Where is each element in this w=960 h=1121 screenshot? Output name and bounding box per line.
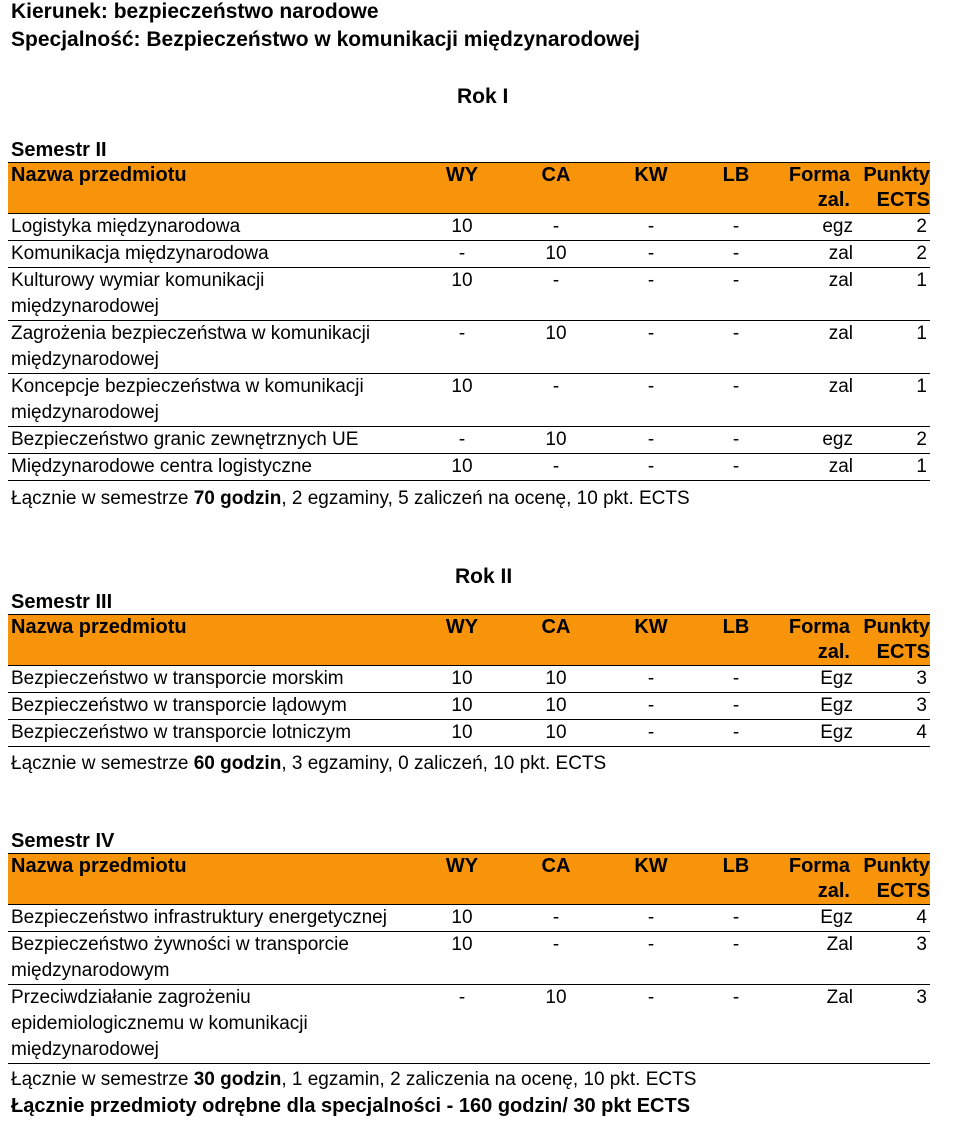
col-header-wy: WY: [418, 854, 506, 905]
lb-cell: -: [696, 720, 776, 747]
kw-cell: -: [606, 214, 696, 241]
ca-cell: -: [506, 905, 606, 932]
table-row: [8, 932, 930, 985]
ects-cell: 3: [856, 932, 930, 985]
col-header-ects: Punkty ECTS: [856, 854, 930, 905]
col-header-ca: CA: [506, 615, 606, 666]
col-header-kw: KW: [606, 854, 696, 905]
ca-cell: 10: [506, 241, 606, 268]
wy-cell: 10: [418, 268, 506, 321]
wy-cell: 10: [418, 693, 506, 720]
kw-cell: -: [606, 932, 696, 985]
semester-heading-iii: Semestr III: [11, 591, 113, 613]
lb-cell: -: [696, 985, 776, 1064]
course-name-cell: Bezpieczeństwo żywności w transporcie międzynarodowym: [8, 932, 418, 985]
course-name-cell: Bezpieczeństwo granic zewnętrznych UE: [8, 427, 418, 454]
lb-cell: -: [696, 693, 776, 720]
col-header-wy: WY: [418, 615, 506, 666]
ects-cell: 3: [856, 693, 930, 720]
col-header-lb: LB: [696, 615, 776, 666]
col-header-ca: CA: [506, 854, 606, 905]
specjalnosc-heading: Specjalność: Bezpieczeństwo w komunikacji międzynarodowej: [11, 28, 641, 51]
forma-cell: Egz: [776, 693, 856, 720]
col-header-kw: KW: [606, 615, 696, 666]
lb-cell: -: [696, 374, 776, 427]
col-header-ects: Punkty ECTS: [856, 163, 930, 214]
col-header-lb: LB: [696, 163, 776, 214]
ca-cell: 10: [506, 693, 606, 720]
table-header-row: [8, 854, 930, 905]
forma-cell: Egz: [776, 666, 856, 693]
wy-cell: 10: [418, 214, 506, 241]
wy-cell: -: [418, 985, 506, 1064]
table-row: [8, 241, 930, 268]
course-table-semester-iii: [8, 614, 930, 747]
kw-cell: -: [606, 268, 696, 321]
kw-cell: -: [606, 720, 696, 747]
course-name-cell: Bezpieczeństwo w transporcie lotniczym: [8, 720, 418, 747]
table-row: [8, 321, 930, 374]
year-heading-rok-i: Rok I: [457, 85, 509, 108]
course-name-cell: Komunikacja międzynarodowa: [8, 241, 418, 268]
course-name-cell: Międzynarodowe centra logistyczne: [8, 454, 418, 481]
kw-cell: -: [606, 666, 696, 693]
lb-cell: -: [696, 454, 776, 481]
table-row: [8, 214, 930, 241]
ca-cell: -: [506, 454, 606, 481]
forma-cell: Zal: [776, 985, 856, 1064]
ects-cell: 3: [856, 666, 930, 693]
course-name-cell: Bezpieczeństwo infrastruktury energetycznej: [8, 905, 418, 932]
table-header-row: [8, 615, 930, 666]
forma-cell: zal: [776, 374, 856, 427]
kw-cell: -: [606, 985, 696, 1064]
col-header-forma: Forma zal.: [776, 854, 856, 905]
ects-cell: 1: [856, 374, 930, 427]
lb-cell: -: [696, 427, 776, 454]
lb-cell: -: [696, 666, 776, 693]
wy-cell: -: [418, 321, 506, 374]
col-header-forma: Forma zal.: [776, 615, 856, 666]
lb-cell: -: [696, 932, 776, 985]
col-header-forma: Forma zal.: [776, 163, 856, 214]
wy-cell: 10: [418, 720, 506, 747]
ects-cell: 2: [856, 214, 930, 241]
semester-heading-iv: Semestr IV: [11, 830, 115, 852]
semester-heading-ii: Semestr II: [11, 139, 107, 161]
forma-cell: egz: [776, 427, 856, 454]
kw-cell: -: [606, 905, 696, 932]
ca-cell: 10: [506, 666, 606, 693]
ects-cell: 1: [856, 268, 930, 321]
forma-cell: zal: [776, 268, 856, 321]
kw-cell: -: [606, 427, 696, 454]
wy-cell: 10: [418, 905, 506, 932]
table-row: [8, 720, 930, 747]
wy-cell: 10: [418, 932, 506, 985]
grand-total: Łącznie przedmioty odrębne dla specjalności - 160 godzin/ 30 pkt ECTS: [11, 1095, 691, 1117]
forma-cell: zal: [776, 241, 856, 268]
wy-cell: 10: [418, 454, 506, 481]
ects-cell: 2: [856, 427, 930, 454]
forma-cell: Zal: [776, 932, 856, 985]
ca-cell: -: [506, 214, 606, 241]
table-row: [8, 374, 930, 427]
ects-cell: 1: [856, 454, 930, 481]
col-header-ects: Punkty ECTS: [856, 615, 930, 666]
ects-cell: 1: [856, 321, 930, 374]
wy-cell: -: [418, 427, 506, 454]
table-row: [8, 268, 930, 321]
table-row: [8, 693, 930, 720]
forma-cell: zal: [776, 454, 856, 481]
ca-cell: -: [506, 268, 606, 321]
ca-cell: 10: [506, 321, 606, 374]
lb-cell: -: [696, 905, 776, 932]
forma-cell: egz: [776, 214, 856, 241]
wy-cell: -: [418, 241, 506, 268]
semester-iv-summary: Łącznie w semestrze 30 godzin, 1 egzamin, 2 zaliczenia na ocenę, 10 pkt. ECTS: [11, 1069, 697, 1090]
kw-cell: -: [606, 321, 696, 374]
ca-cell: -: [506, 932, 606, 985]
wy-cell: 10: [418, 666, 506, 693]
wy-cell: 10: [418, 374, 506, 427]
table-header-row: [8, 163, 930, 214]
ca-cell: -: [506, 374, 606, 427]
kw-cell: -: [606, 374, 696, 427]
course-name-cell: Koncepcje bezpieczeństwa w komunikacji międzynarodowej: [8, 374, 418, 427]
ca-cell: 10: [506, 427, 606, 454]
kw-cell: -: [606, 241, 696, 268]
kierunek-heading: Kierunek: bezpieczeństwo narodowe: [11, 0, 379, 23]
col-header-wy: WY: [418, 163, 506, 214]
col-header-name: Nazwa przedmiotu: [8, 615, 418, 666]
col-header-ca: CA: [506, 163, 606, 214]
ects-cell: 4: [856, 905, 930, 932]
course-table-semester-ii: [8, 162, 930, 481]
table-row: [8, 666, 930, 693]
table-row: [8, 427, 930, 454]
col-header-lb: LB: [696, 854, 776, 905]
year-heading-rok-ii: Rok II: [455, 565, 513, 588]
ects-cell: 3: [856, 985, 930, 1064]
course-name-cell: Logistyka międzynarodowa: [8, 214, 418, 241]
course-name-cell: Przeciwdziałanie zagrożeniu epidemiologicznemu w komunikacji międzynarodowej: [8, 985, 418, 1064]
table-row: [8, 985, 930, 1064]
ects-cell: 2: [856, 241, 930, 268]
semester-iii-summary: Łącznie w semestrze 60 godzin, 3 egzaminy, 0 zaliczeń, 10 pkt. ECTS: [11, 753, 607, 774]
course-name-cell: Bezpieczeństwo w transporcie lądowym: [8, 693, 418, 720]
kw-cell: -: [606, 454, 696, 481]
table-row: [8, 905, 930, 932]
table-row: [8, 454, 930, 481]
lb-cell: -: [696, 241, 776, 268]
ects-cell: 4: [856, 720, 930, 747]
course-name-cell: Zagrożenia bezpieczeństwa w komunikacji międzynarodowej: [8, 321, 418, 374]
col-header-kw: KW: [606, 163, 696, 214]
kw-cell: -: [606, 693, 696, 720]
semester-ii-summary: Łącznie w semestrze 70 godzin, 2 egzaminy, 5 zaliczeń na ocenę, 10 pkt. ECTS: [11, 488, 690, 509]
course-name-cell: Kulturowy wymiar komunikacji międzynarodowej: [8, 268, 418, 321]
lb-cell: -: [696, 321, 776, 374]
lb-cell: -: [696, 214, 776, 241]
forma-cell: Egz: [776, 720, 856, 747]
course-name-cell: Bezpieczeństwo w transporcie morskim: [8, 666, 418, 693]
course-table-semester-iv: [8, 853, 930, 1064]
lb-cell: -: [696, 268, 776, 321]
col-header-name: Nazwa przedmiotu: [8, 854, 418, 905]
ca-cell: 10: [506, 720, 606, 747]
forma-cell: Egz: [776, 905, 856, 932]
ca-cell: 10: [506, 985, 606, 1064]
col-header-name: Nazwa przedmiotu: [8, 163, 418, 214]
forma-cell: zal: [776, 321, 856, 374]
